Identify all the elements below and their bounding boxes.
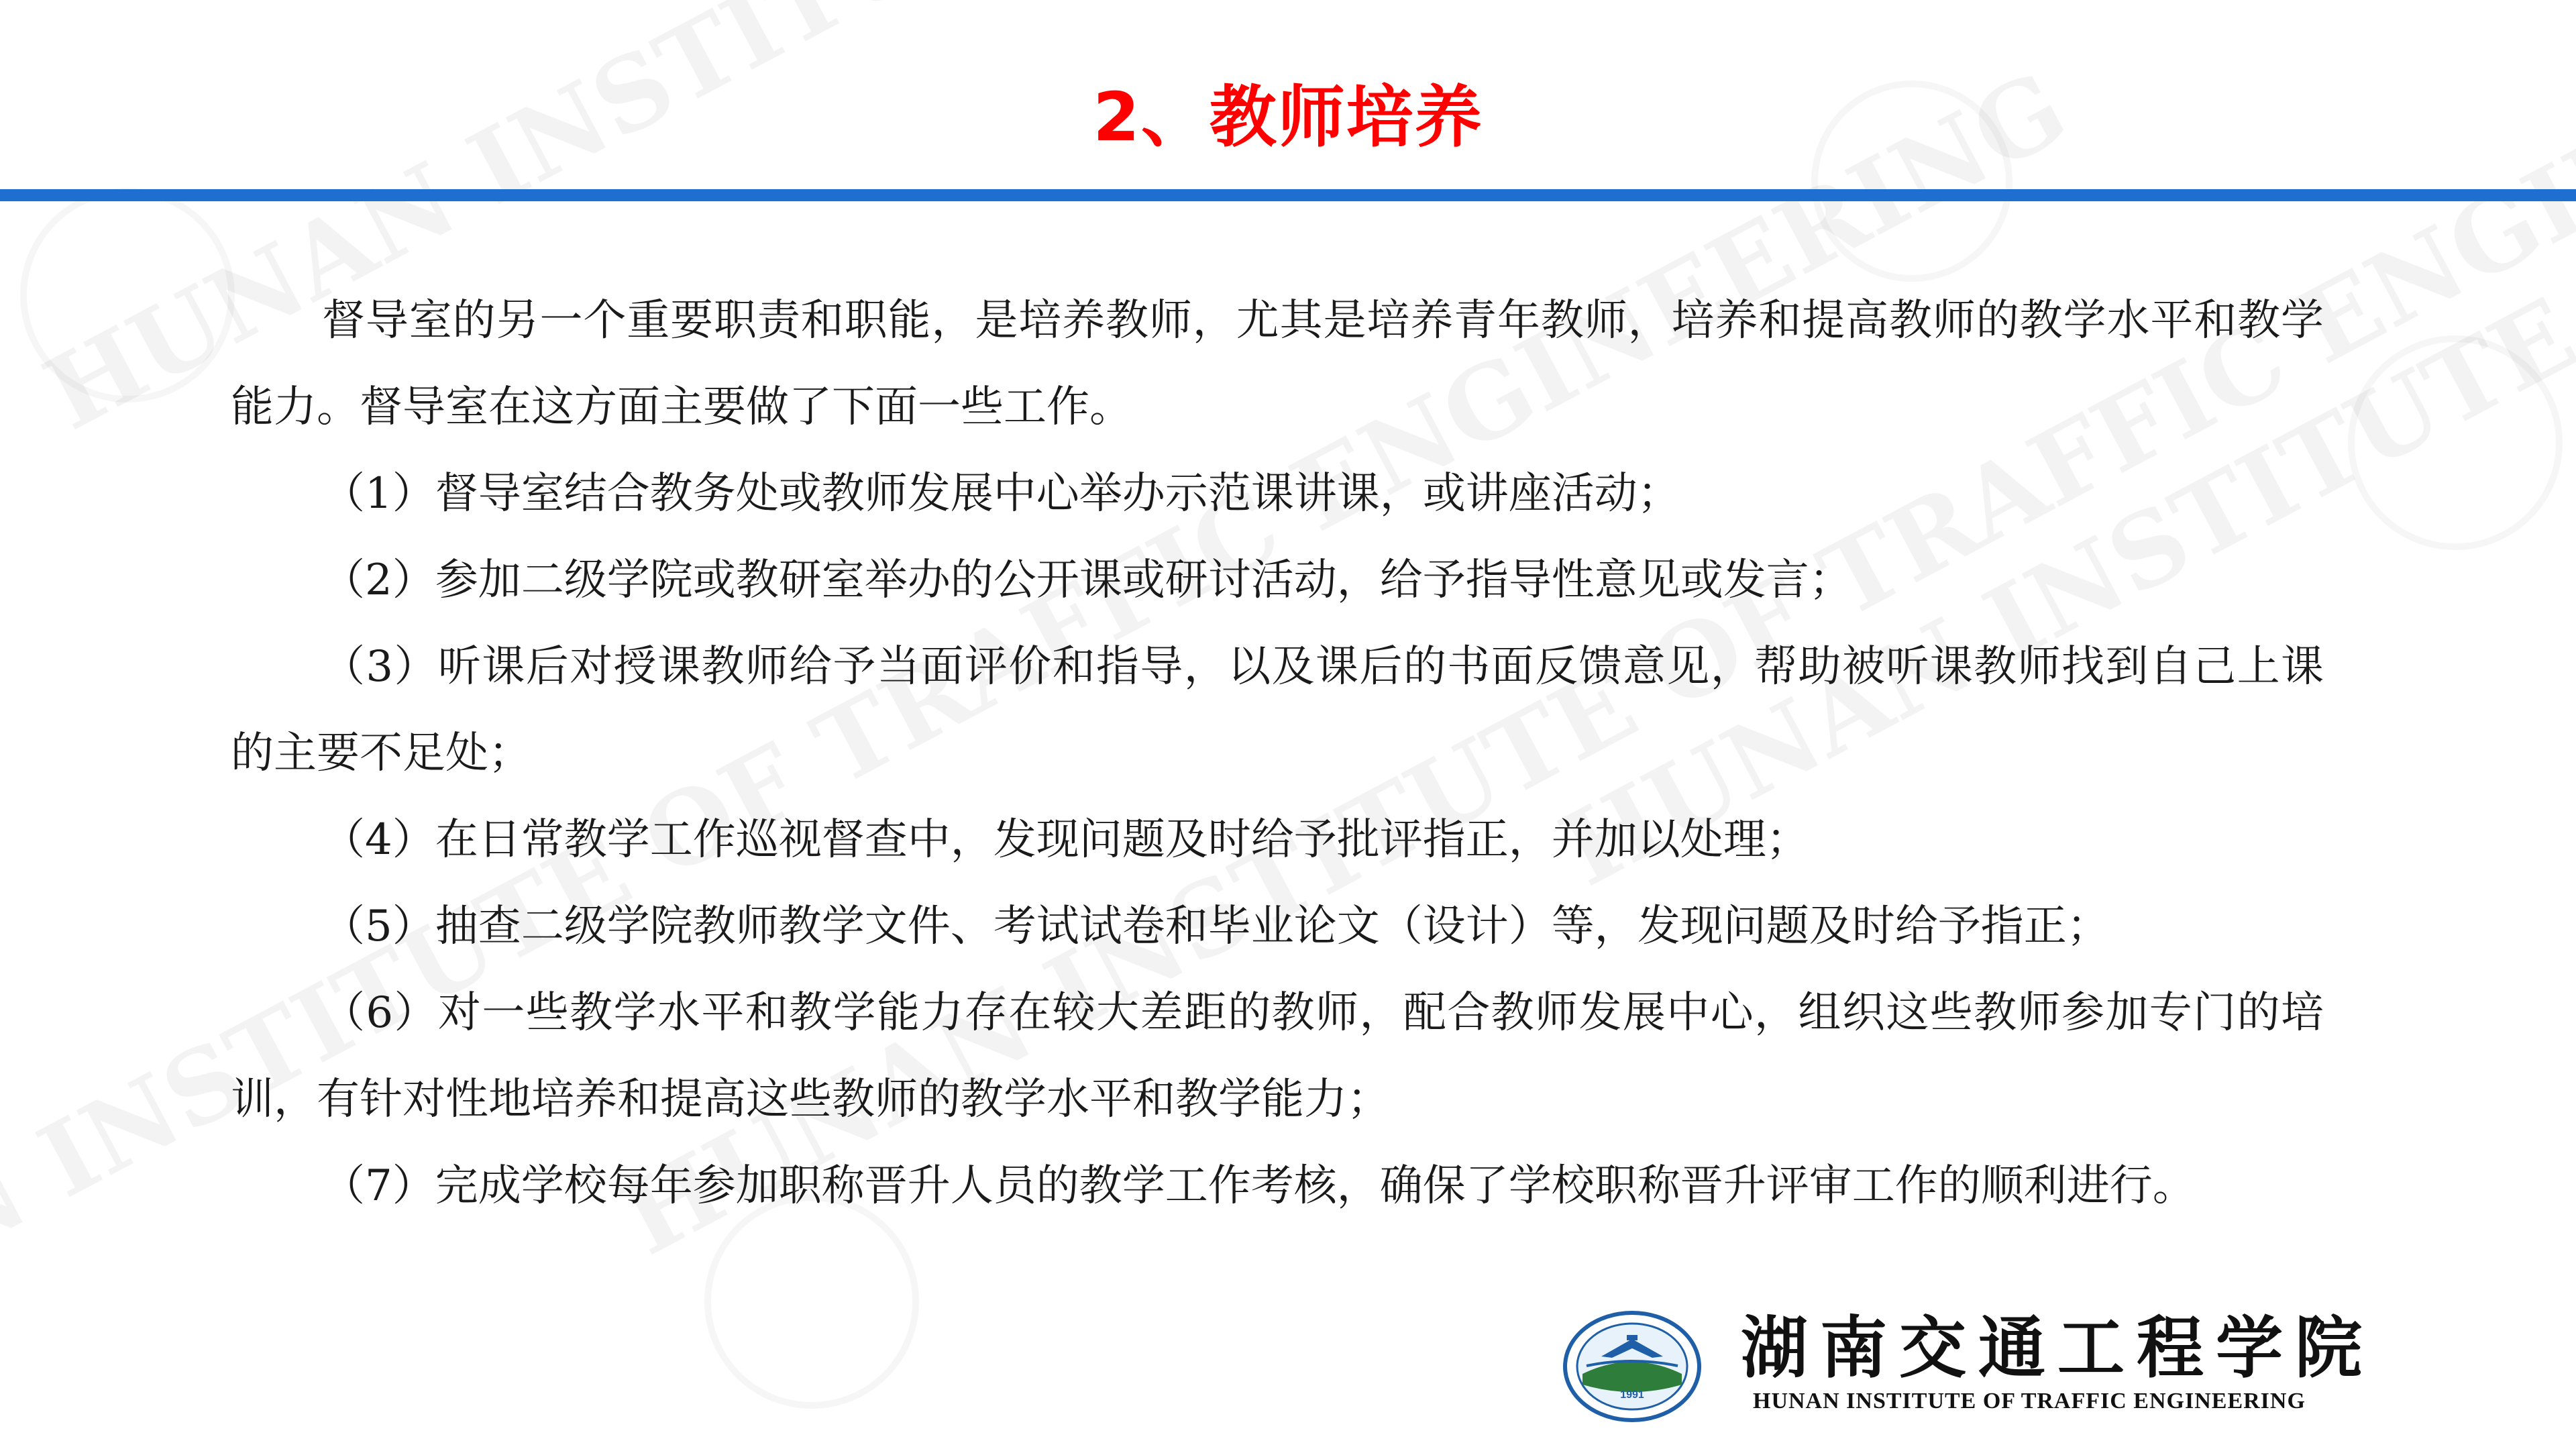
emblem-year: 1991 [1620,1389,1644,1401]
body-paragraph-item-2: （2）参加二级学院或教研室举办的公开课或研讨活动，给予指导性意见或发言； [322,555,1852,605]
school-emblem-icon [1560,1309,1705,1424]
body-paragraph-item-1: （1）督导室结合教务处或教师发展中心举办示范课讲课，或讲座活动； [322,469,1680,519]
body-paragraph-item-3: （3）听课后对授课教师给予当面评价和指导，以及课后的书面反馈意见，帮助被听课教师找到自己上课的主要不足处； [231,642,2324,778]
school-name-chinese: 湖南交通工程学院 [1741,1308,2374,1387]
title-divider [0,189,2576,201]
slide-body [231,278,2324,1230]
body-paragraph-item-4: （4）在日常教学工作巡视督查中，发现问题及时给予批评指正，并加以处理； [322,815,1809,865]
school-logo [1560,1309,2485,1424]
body-paragraph-item-6: （6）对一些教学水平和教学能力存在较大差距的教师，配合教师发展中心，组织这些教师参加专门的培训，有针对性地培养和提高这些教师的教学水平和教学能力； [231,988,2324,1124]
school-name-english: HUNAN INSTITUTE OF TRAFFIC ENGINEERING [1753,1389,2306,1413]
slide-title: 2、教师培养 [1093,78,1483,156]
body-paragraph-intro: 督导室的另一个重要职责和职能，是培养教师，尤其是培养青年教师，培养和提高教师的教学水平和教学能力。督导室在这方面主要做了下面一些工作。 [231,296,2324,432]
body-paragraph-item-5: （5）抽查二级学院教师教学文件、考试试卷和毕业论文（设计）等，发现问题及时给予指正； [322,902,2110,951]
body-paragraph-item-7: （7）完成学校每年参加职称晋升人员的教学工作考核，确保了学校职称晋升评审工作的顺利进行。 [322,1161,2196,1211]
